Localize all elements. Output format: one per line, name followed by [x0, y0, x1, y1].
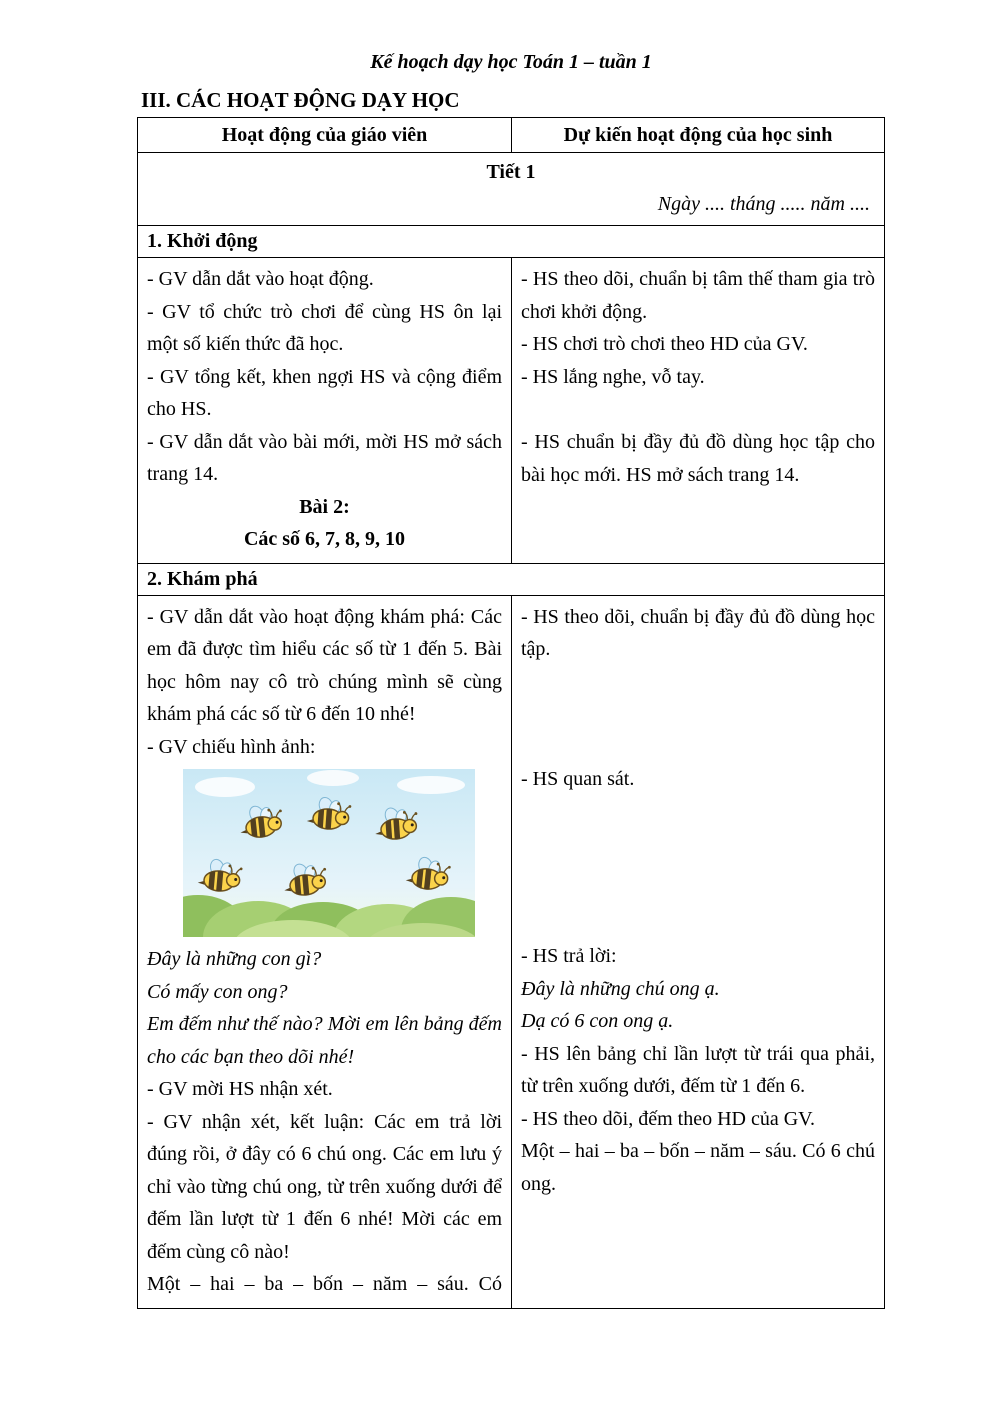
student-para: - HS chuẩn bị đầy đủ đồ dùng học tập cho bài học mới. HS mở sách trang 14.	[521, 431, 875, 486]
student-para: - HS lắng nghe, vỗ tay.	[521, 365, 705, 388]
teacher-question: Em đếm như thế nào? Mời em lên bảng đếm cho các bạn theo dõi nhé!	[147, 1013, 502, 1068]
page-title: Kế hoạch dạy học Toán 1 – tuần 1	[370, 51, 652, 73]
section-heading: III. CÁC HOẠT ĐỘNG DẠY HỌC	[141, 88, 460, 112]
date-line: Ngày .... tháng ..... năm ....	[657, 193, 870, 215]
student-answer: Dạ có 6 con ong ạ.	[521, 1010, 674, 1032]
student-para: - HS theo dõi, đếm theo HD của GV.	[521, 1107, 816, 1130]
table-header-row	[138, 118, 884, 152]
lesson-name-title: Các số 6, 7, 8, 9, 10	[243, 528, 406, 550]
teacher-para: - GV dẫn dắt vào hoạt động khám phá: Các em đã được tìm hiểu các số từ 1 đến 5. Bài học hôm nay cô trò chúng mình sẽ cùng khám phá các số từ 6 đến 10 nhé!	[147, 605, 502, 725]
student-para: - HS chơi trò chơi theo HD của GV.	[521, 333, 808, 355]
student-para: - HS theo dõi, chuẩn bị tâm thế tham gia trò chơi khởi động.	[521, 268, 875, 323]
teacher-para: - GV dẫn dắt vào hoạt động.	[147, 268, 374, 290]
student-para: - HS trả lời:	[521, 945, 617, 967]
teacher-counting-line: Một – hai – ba – bốn – năm – sáu. Có	[147, 1273, 502, 1295]
student-activities-cell-2	[511, 596, 884, 1308]
student-para: - HS lên bảng chỉ lần lượt từ trái qua phải, từ trên xuống dưới, đếm từ 1 đến 6.	[521, 1042, 875, 1097]
col-header-teacher: Hoạt động của giáo viên	[221, 124, 428, 146]
student-para: - HS quan sát.	[521, 767, 635, 790]
lesson-period-row	[138, 152, 884, 225]
lesson-number-title: Bài 2:	[299, 495, 350, 518]
teacher-para: - GV chiếu hình ảnh:	[147, 735, 316, 758]
teacher-para: - GV nhận xét, kết luận: Các em trả lời đúng rồi, ở đây có 6 chú ong. Các em lưu ý chỉ vào từng chú ong, từ trên xuống dưới để đếm lần lượt từ 1 đến 6 nhé! Mời các em đếm cùng cô nào!	[147, 1110, 502, 1263]
teacher-para: - GV dẫn dắt vào bài mới, mời HS mở sách trang 14.	[147, 430, 502, 485]
period-title: Tiết 1	[486, 161, 536, 183]
section-2-content-row	[138, 595, 884, 1308]
student-para: - HS theo dõi, chuẩn bị đầy đủ đồ dùng học tập.	[521, 605, 875, 660]
student-counting-line: Một – hai – ba – bốn – năm – sáu. Có 6 chú ong.	[521, 1140, 875, 1195]
teacher-para: - GV mời HS nhận xét.	[147, 1078, 333, 1100]
col-header-student: Dự kiến hoạt động của học sinh	[511, 118, 884, 152]
teacher-activities-cell-1	[138, 258, 511, 563]
activities-table	[137, 117, 885, 1309]
student-activities-cell-1	[511, 258, 884, 563]
section-2-title: 2. Khám phá	[138, 563, 884, 595]
student-answer: Đây là những chú ong ạ.	[521, 977, 720, 1000]
teacher-question: Có mấy con ong?	[147, 980, 288, 1003]
teacher-para: - GV tổ chức trò chơi để cùng HS ôn lại một số kiến thức đã học.	[147, 300, 502, 355]
section-1-content-row	[138, 257, 884, 563]
bees-illustration	[183, 769, 475, 937]
teacher-activities-cell-2	[138, 596, 511, 1308]
teacher-question: Đây là những con gì?	[147, 948, 322, 970]
teacher-para: - GV tổng kết, khen ngợi HS và cộng điểm cho HS.	[147, 365, 502, 420]
section-1-title: 1. Khởi động	[138, 225, 884, 257]
